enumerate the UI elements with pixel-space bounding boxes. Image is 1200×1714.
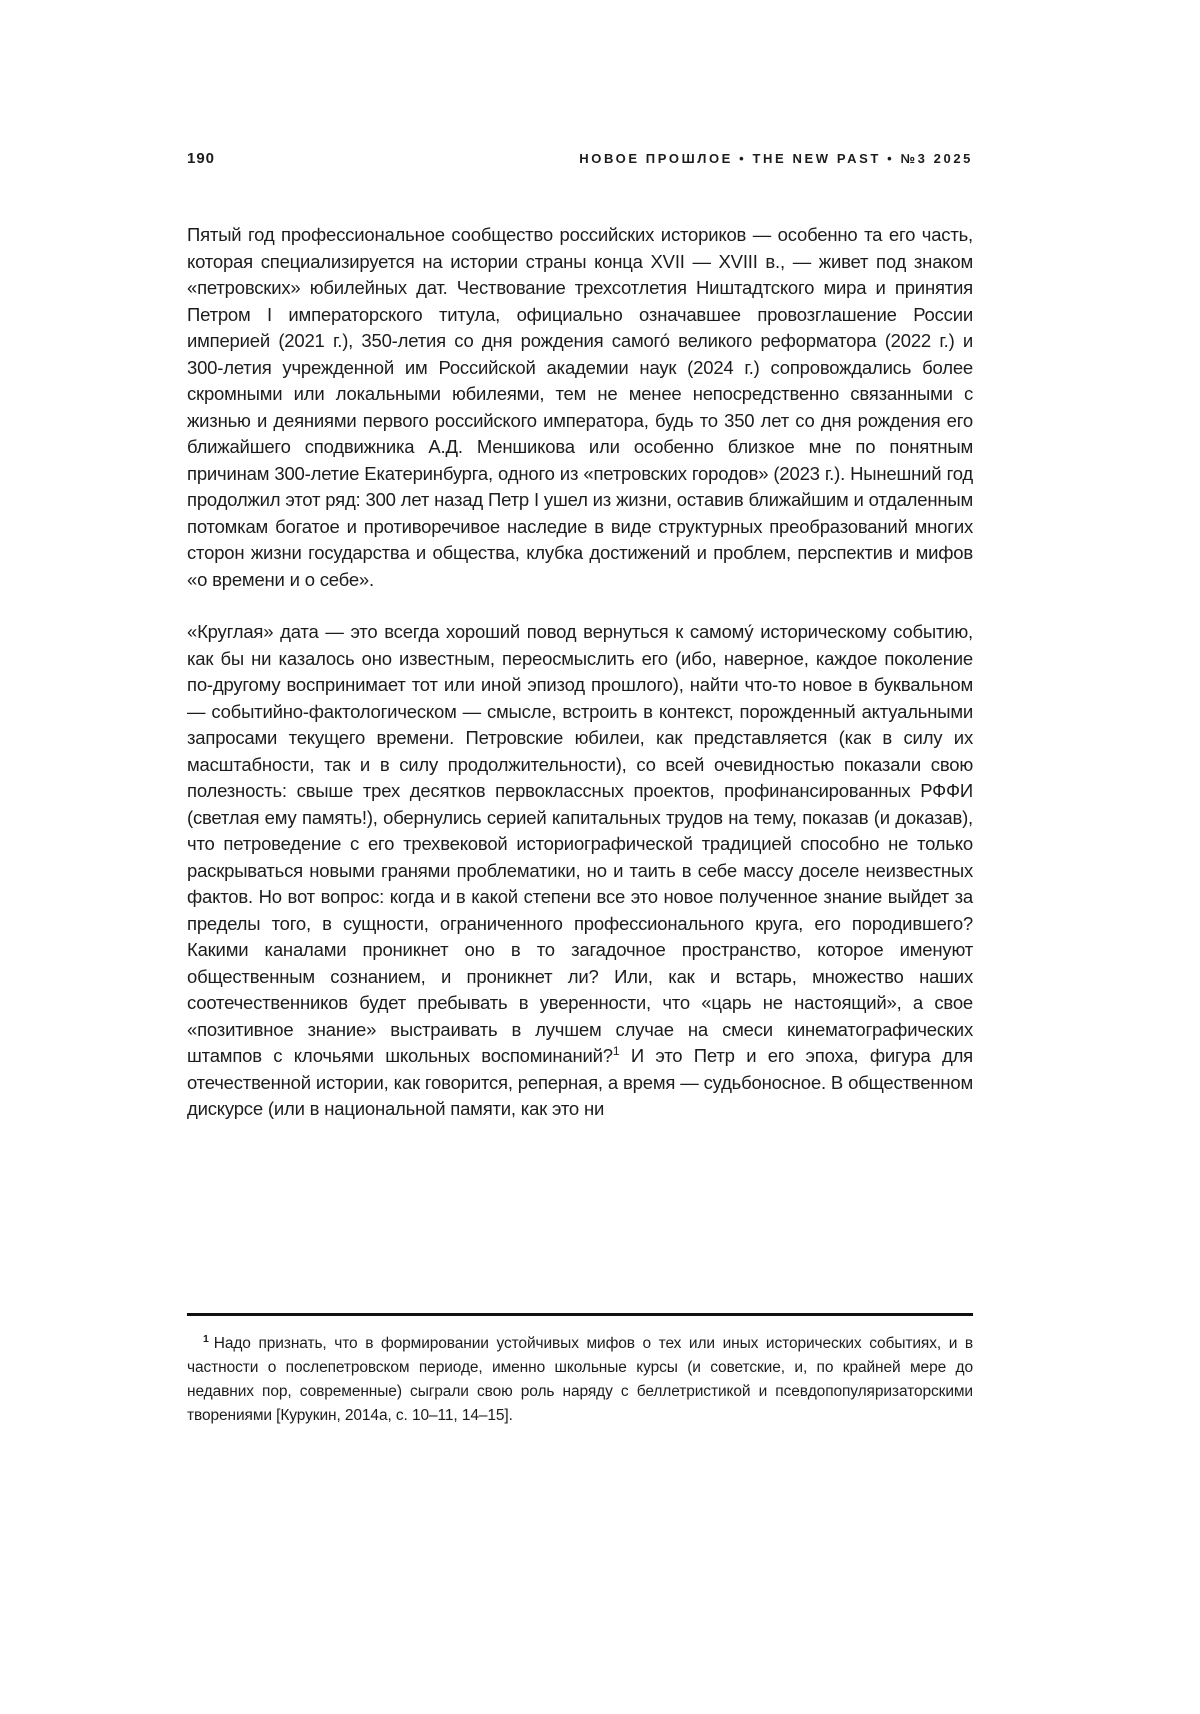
footnote-text: Надо признать, что в формировании устойчивых мифов о тех или иных исторических событиях, и в частности о послепетровском периоде, именно школьные курсы (и советские, и, по крайней мере до недавних пор, современные) сыграли свою роль наряду с беллетристикой и псевдопопуляризаторскими творениями [Курукин, 2014а, с. 10–11, 14–15]. [187, 1335, 973, 1424]
footnote-rule [187, 1313, 973, 1316]
footnote-1 [187, 1332, 973, 1428]
page-number: 190 [187, 150, 216, 167]
paragraph-2-text: «Круглая» дата — это всегда хороший повод вернуться к самому́ историческому событию, как бы ни казалось оно известным, переосмыслить его (ибо, наверное, каждое поколение по-другому воспринимает тот или иной эпизод прошлого), найти что-то новое в буквальном — событийно-фактологическом — смысле, встроить в контекст, порожденный актуальными запросами текущего времени. Петровские юбилеи, как представляется (как в силу их масштабности, так и в силу продолжительности), со всей очевидностью показали свою полезность: свыше трех десятков первоклассных проектов, профинансированных РФФИ (светлая ему память!), обернулись серией капитальных трудов на тему, показав (и доказав), что петроведение с его трехвековой историографической традицией способно не только раскрываться новыми гранями проблематики, но и таить в себе массу доселе неизвестных фактов. Но вот вопрос: когда и в какой степени все это новое полученное знание выйдет за пределы того, в сущности, ограниченного профессионального круга, его породившего? Какими каналами проникнет оно в то загадочное пространство, которое именуют общественным сознанием, и проникнет ли? Или, как и встарь, множество наших соотечественников будет пребывать в уверенности, что «царь не настоящий», а свое «позитивное знание» выстраивать в лучшем случае на смеси кинематографических штампов с клочьями школьных воспоминаний? [187, 621, 973, 1066]
paragraph-1: Пятый год профессиональное сообщество российских историков — особенно та его часть, которая специализируется на истории страны конца XVII — XVIII в., — живет под знаком «петровских» юбилейных дат. Чествование трехсотлетия Ништадтского мира и принятия Петром I императорского титула, официально означавшее провозглашение России империей (2021 г.), 350-летия со дня рождения самого́ великого реформатора (2022 г.) и 300-летия учрежденной им Российской академии наук (2024 г.) сопровождались более скромными или локальными юбилеями, тем не менее непосредственно связанными с жизнью и деяниями первого российского императора, будь то 350 лет со дня рождения его ближайшего сподвижника А.Д. Меншикова или особенно близкое мне по понятным причинам 300-летие Екатеринбурга, одного из «петровских городов» (2023 г.). Нынешний год продолжил этот ряд: 300 лет назад Петр I ушел из жизни, оставив ближайшим и отдаленным потомкам богатое и противоречивое наследие в виде структурных преобразований многих сторон жизни государства и общества, клубка достижений и проблем, перспектив и мифов «о времени и о себе». [187, 224, 973, 590]
paragraph-2-continuation: И это Петр и его эпоха, фигура для отечественной истории, как говорится, реперная, а время — судьбоносное. В общественном дискурсе (или в национальной памяти, как это ни [187, 1045, 974, 1119]
paragraph-2 [187, 619, 973, 1123]
footnote-marker: 1 [203, 1332, 209, 1345]
article-body [187, 222, 973, 1123]
footnote-area [187, 1313, 973, 1428]
footnote-reference[interactable]: 1 [612, 1043, 620, 1058]
page-header [187, 150, 973, 167]
running-title: НОВОЕ ПРОШЛОЕ • THE NEW PAST • №3 2025 [579, 151, 973, 166]
